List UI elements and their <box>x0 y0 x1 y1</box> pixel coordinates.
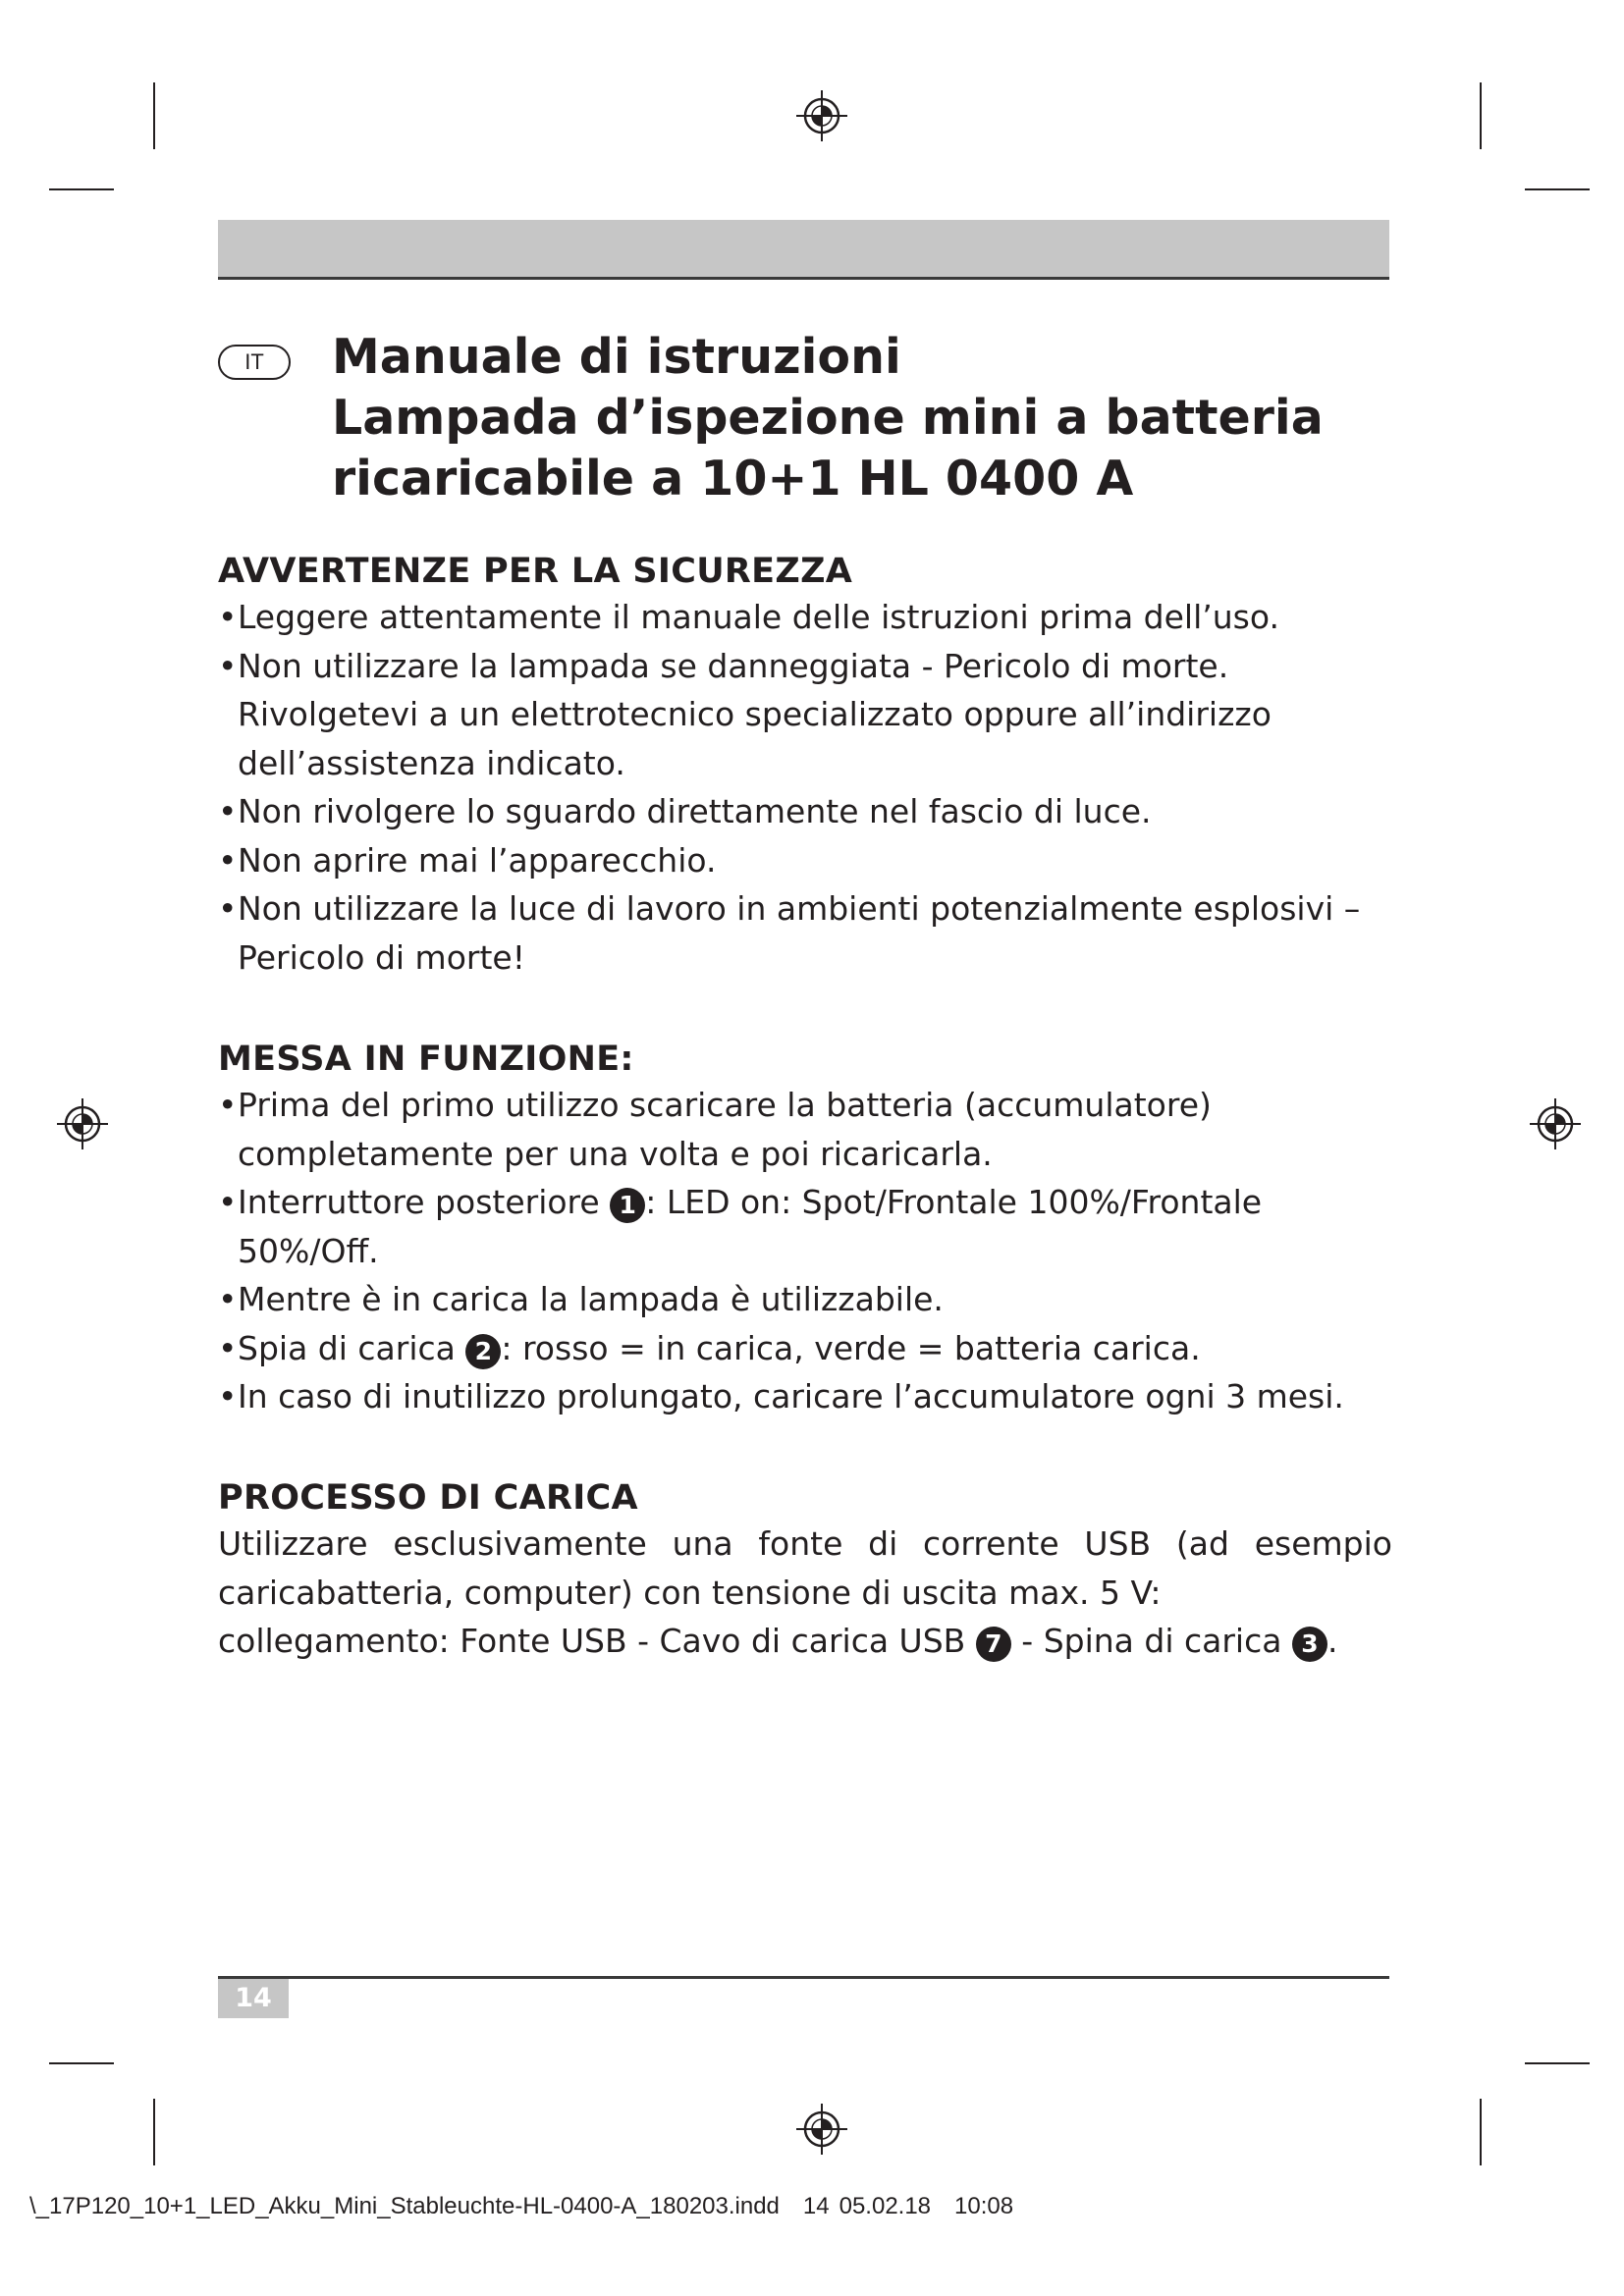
switch-modes-text: : LED on: Spot/Frontale 100%/Frontale 50%/Off. <box>238 1183 1263 1270</box>
page-title: Manuale di istruzioni <box>332 329 901 385</box>
registration-mark-top-icon <box>794 88 849 143</box>
charging-period: . <box>1326 1622 1338 1660</box>
crop-mark-top-right <box>1480 82 1482 149</box>
safety-item: • Non utilizzare la luce di lavoro in ambienti potenzialmente esplosivi – Pericolo di morte! <box>218 884 1392 982</box>
startup-item <box>218 1324 1392 1373</box>
charging-heading: PROCESSO DI CARICA <box>218 1478 638 1518</box>
number-1-icon: 1 <box>610 1188 645 1223</box>
number-7-icon: 7 <box>976 1627 1011 1662</box>
switch-text: Interruttore posteriore <box>238 1183 600 1221</box>
startup-heading: MESSA IN FUNZIONE: <box>218 1040 634 1079</box>
startup-section <box>218 1038 1392 1421</box>
charging-connection-text: collegamento: Fonte USB - Cavo di carica USB <box>218 1622 966 1660</box>
charging-line-1: Utilizzare esclusivamente una fonte di corrente USB (ad esempio <box>218 1524 1392 1563</box>
product-title-line-1: Lampada d’ispezione mini a batteria <box>332 390 1324 446</box>
crop-mark-bottom-left <box>153 2099 155 2165</box>
print-slug <box>29 2193 1037 2220</box>
startup-item <box>218 1178 1392 1275</box>
crop-mark-bottom-right-h <box>1525 2062 1590 2064</box>
safety-item: • Non rivolgere lo sguardo direttamente nel fascio di luce. <box>218 787 1392 836</box>
safety-item: • Leggere attentamente il manuale delle istruzioni prima dell’uso. <box>218 593 1392 642</box>
slug-date: 05.02.18 <box>839 2193 932 2219</box>
safety-item: • Non aprire mai l’apparecchio. <box>218 836 1392 885</box>
number-3-icon: 3 <box>1292 1627 1327 1662</box>
registration-mark-right-icon <box>1528 1096 1583 1151</box>
crop-mark-bottom-left-h <box>49 2062 114 2064</box>
slug-page: 14 <box>802 2193 830 2219</box>
safety-list <box>218 593 1392 982</box>
number-2-icon: 2 <box>465 1334 501 1369</box>
startup-item: • In caso di inutilizzo prolungato, caricare l’accumulatore ogni 3 mesi. <box>218 1372 1392 1421</box>
header-bar <box>218 220 1389 280</box>
registration-mark-left-icon <box>55 1096 110 1151</box>
registration-mark-bottom-icon <box>794 2102 849 2157</box>
charging-line-2: caricabatteria, computer) con tensione di uscita max. 5 V: <box>218 1573 1162 1612</box>
slug-filename: \_17P120_10+1_LED_Akku_Mini_Stableuchte-HL-0400-A_180203.indd <box>29 2193 780 2219</box>
startup-item: • Mentre è in carica la lampada è utilizzabile. <box>218 1275 1392 1324</box>
slug-time: 10:08 <box>954 2193 1014 2219</box>
product-title-line-2: ricaricabile a 10+1 HL 0400 A <box>332 451 1134 507</box>
indicator-colors-text: : rosso = in carica, verde = batteria carica. <box>501 1328 1201 1367</box>
page-number: 14 <box>218 1979 289 2018</box>
crop-mark-top-right-h <box>1525 188 1590 190</box>
crop-mark-top-left-h <box>49 188 114 190</box>
footer-rule <box>218 1976 1389 1979</box>
safety-heading: AVVERTENZE PER LA SICUREZZA <box>218 552 853 591</box>
crop-mark-top-left <box>153 82 155 149</box>
startup-item: • Prima del primo utilizzo scaricare la batteria (accumulatore) completamente per una volta e poi ricaricarla. <box>218 1081 1392 1178</box>
crop-mark-bottom-right <box>1480 2099 1482 2165</box>
safety-item: • Non utilizzare la lampada se danneggiata - Pericolo di morte. Rivolgetevi a un elettrotecnico specializzato oppure all’indirizzo dell’assistenza indicato. <box>218 642 1392 788</box>
charging-plug-text: - Spina di carica <box>1021 1622 1282 1660</box>
charging-section <box>218 1476 1392 1666</box>
startup-list <box>218 1081 1392 1421</box>
safety-section <box>218 550 1392 982</box>
charging-line-3 <box>218 1617 1392 1666</box>
language-badge: IT <box>218 345 291 380</box>
indicator-text: Spia di carica <box>238 1328 456 1367</box>
